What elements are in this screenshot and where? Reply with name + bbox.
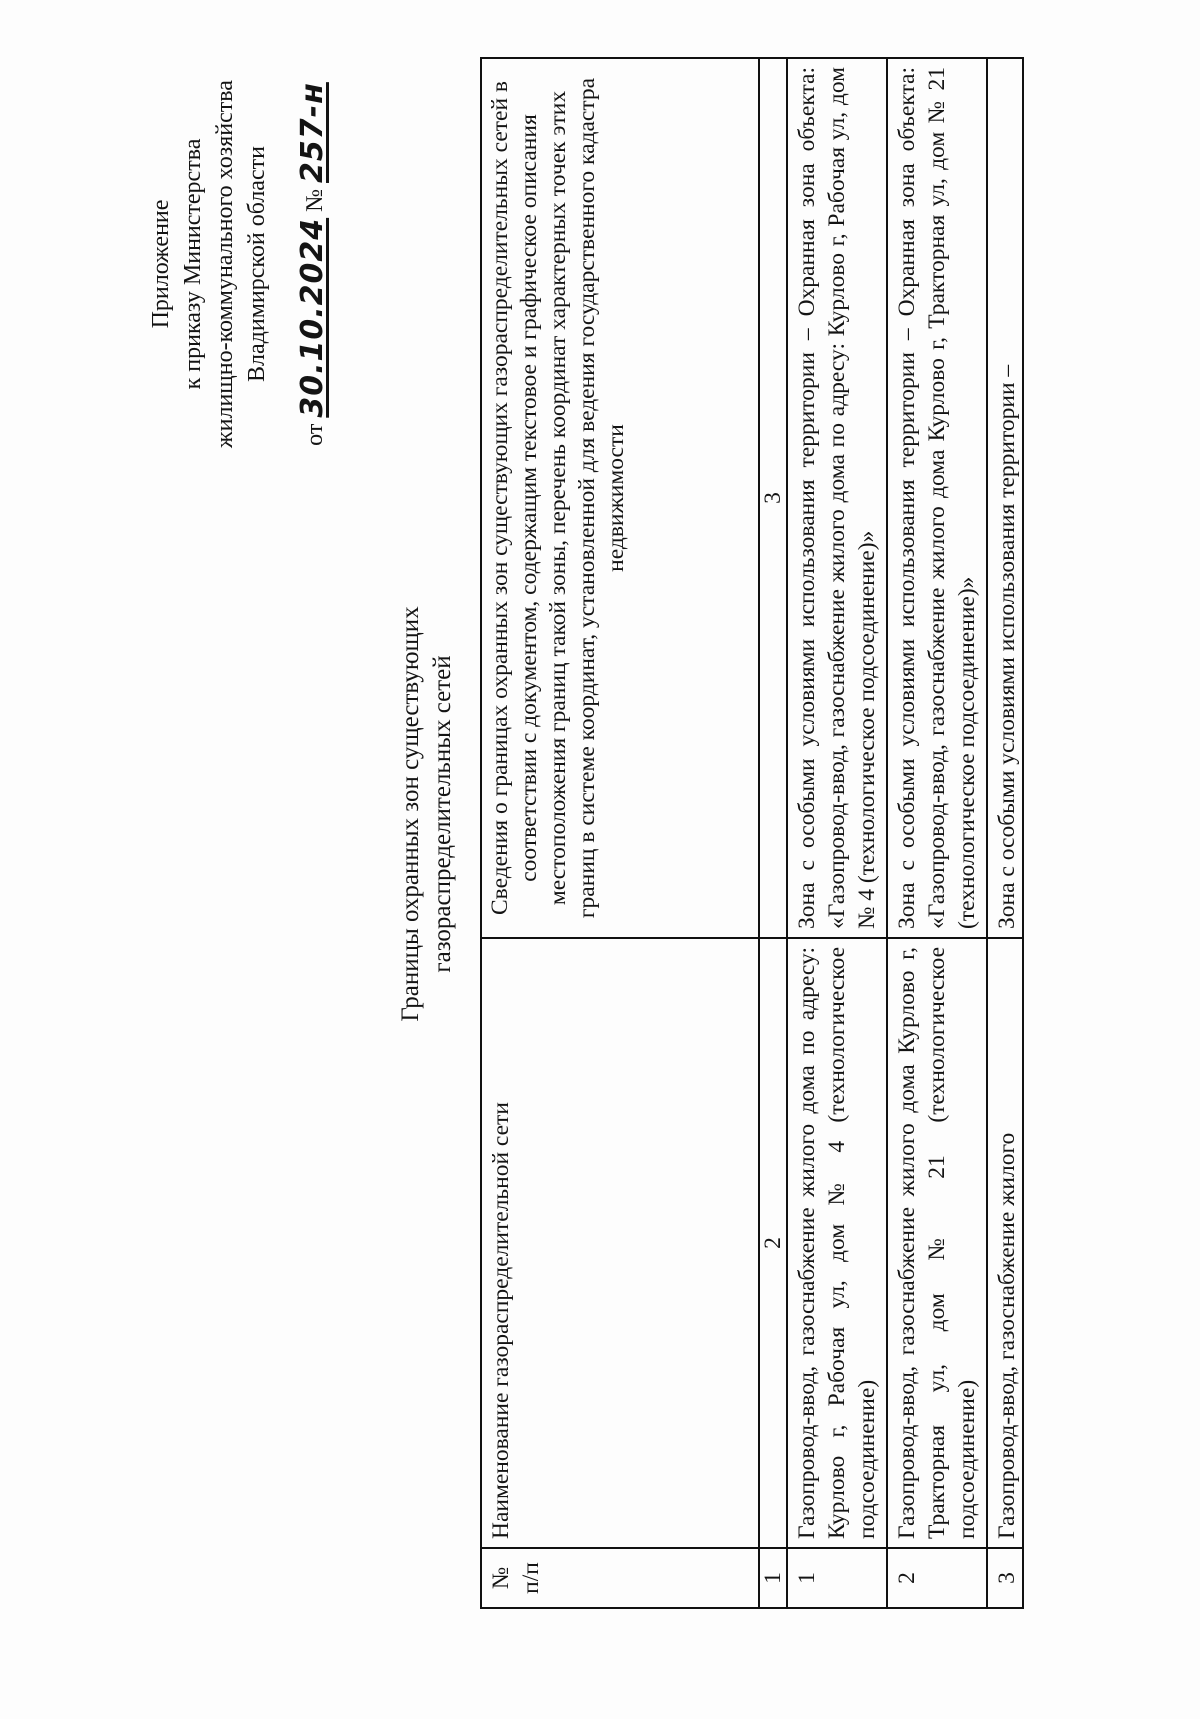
column-index-3: 3 (759, 58, 787, 938)
row-network-name: Газопровод-ввод, газоснабжение жилого дома Курлово г, Тракторная ул, дом № 21 (технологическое подсоединение) (887, 938, 987, 1548)
header-network-name: Наименование газораспределительной сети (481, 938, 759, 1548)
row-zone-info: Зона с особыми условиями использования территории – Охранная зона объекта: «Газопровод-ввод, газоснабжение жилого дома по адресу: Курлово г, Рабочая ул, дом № 4 (технологическое подсоединение)» (787, 58, 887, 938)
title-line-1: Границы охранных зон существующих (397, 606, 424, 1022)
order-number-label: № (302, 188, 328, 212)
column-index-row (759, 58, 787, 1608)
order-reference (297, 54, 331, 474)
approval-line-4: Владимирской области (244, 146, 270, 382)
title-line-2: газораспределительных сетей (429, 655, 456, 973)
row-zone-info: Зона с особыми условиями использования территории – Охранная зона объекта: «Газопровод-ввод, газоснабжение жилого дома Курлово г, Тракторная ул, дом № 21 (технологическое подсоединение)» (887, 58, 987, 938)
document-title (395, 549, 459, 1079)
approval-line-2: к приказу Министерства (180, 138, 206, 390)
order-date: 30.10.2024 (295, 217, 330, 418)
row-network-name: Газопровод-ввод, газоснабжение жилого дома по адресу: Курлово г, Рабочая ул, дом № 4 (технологическое подсоединение) (787, 938, 887, 1548)
protection-zones-table (480, 57, 1024, 1609)
order-number: 257-н (295, 82, 330, 183)
column-index-1: 1 (759, 1548, 787, 1608)
table-row (787, 58, 887, 1608)
row-number: 2 (887, 1548, 987, 1608)
approval-line-3: жилищно-коммунального хозяйства (212, 80, 238, 448)
order-prefix: от (302, 423, 328, 446)
row-number: 3 (987, 1548, 1023, 1608)
row-number: 1 (787, 1548, 887, 1608)
header-number: № п/п (481, 1548, 759, 1608)
table-row (887, 58, 987, 1608)
column-index-2: 2 (759, 938, 787, 1548)
approval-block (145, 54, 331, 474)
row-network-name: Газопровод-ввод, газоснабжение жилого (987, 938, 1023, 1548)
row-zone-info: Зона с особыми условиями использования территории – (987, 58, 1023, 938)
table-header-row (481, 58, 759, 1608)
header-zone-info: Сведения о границах охранных зон существующих газораспределительных сетей в соответствии с документом, содержащим текстовое и графическое описания местоположения границ такой зоны, перечень координат характерных точек этих границ в системе координат, установленной для ведения государственного кадастра недвижимости (481, 58, 759, 938)
table-row (987, 58, 1023, 1608)
approval-line-1: Приложение (148, 199, 174, 329)
